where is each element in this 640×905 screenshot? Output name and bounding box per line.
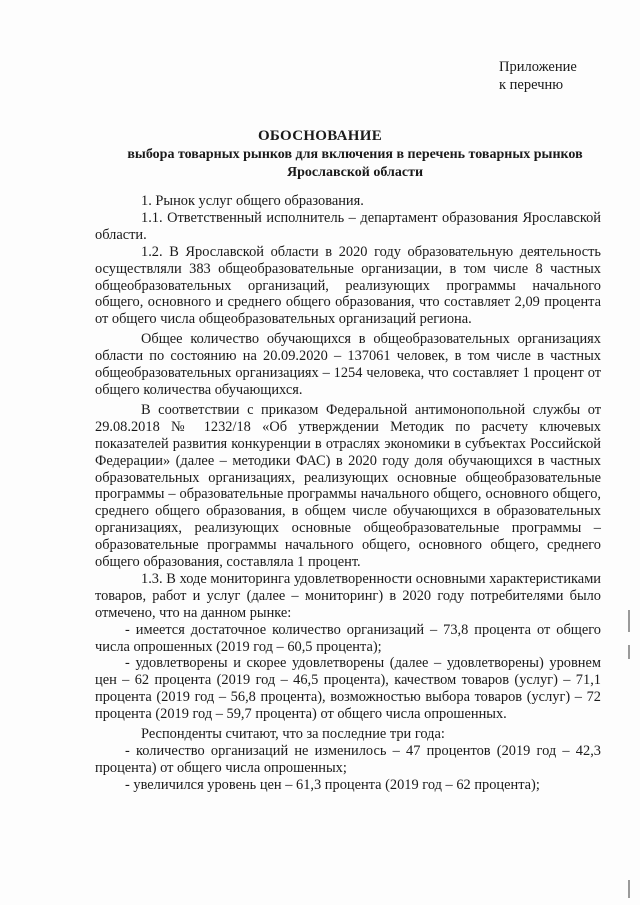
bullet-satisfaction: - удовлетворены и скорее удовлетворены (далее – удовлетворены) уровнем цен – 62 процента (2019 год – 46,5 процента), качеством товаров (услуг) – 71,1 процента (2019 год – 56,8 процента), возможностью выбора товаров (услуг) – 72 процента (2019 год – 59,7 процента) от общего числа опрошенных. bbox=[95, 655, 601, 723]
paragraph-respondents: Респонденты считают, что за последние три года: bbox=[141, 726, 445, 743]
subtitle-line-2: Ярославской области bbox=[286, 165, 424, 180]
appendix-line-1: Приложение bbox=[499, 59, 577, 75]
document-body bbox=[95, 193, 601, 794]
document-title: ОБОСНОВАНИЕ bbox=[257, 128, 383, 144]
paragraph-section-1-1: 1.1. Ответственный исполнитель – департамент образования Ярославской области. bbox=[95, 209, 601, 243]
paragraph-fas-methodology: В соответствии с приказом Федеральной антимонопольной службы от 29.08.2018 № 1232/18 «Об утверждении Методик по расчету ключевых показателей развития конкуренции в отраслях экономики в субъектах Российской Федерации» (далее – методики ФАС) в 2020 году доля обучающихся в частных образовательных организациях, реализующих основные общеобразовательные программы – образовательные программы начального общего, основного общего, среднего общего образования, в общем числе обучающихся в образовательных организациях, реализующих основные общеобразовательные программы – образовательные программы начального общего, основного общего, среднего общего образования, составляла 1 процент. bbox=[95, 401, 601, 571]
paragraph-section-1-3: 1.3. В ходе мониторинга удовлетворенности основными характеристиками товаров, работ и услуг (далее – мониторинг) в 2020 году потребителями было отмечено, что на данном рынке: bbox=[95, 570, 601, 621]
scan-edge-mark bbox=[628, 880, 630, 898]
paragraph-students-total: Общее количество обучающихся в общеобразовательных организациях области по состоянию на 20.09.2020 – 137061 человек, в том числе в частных общеобразовательных организациях – 1254 человека, что составляет 1 процент от общего количества обучающихся. bbox=[95, 331, 601, 398]
appendix-line-2: к перечню bbox=[499, 77, 564, 93]
paragraph-section-1: 1. Рынок услуг общего образования. bbox=[141, 193, 364, 209]
subtitle-line-1: выбора товарных рынков для включения в перечень товарных рынков bbox=[127, 147, 583, 162]
bullet-organizations-count: - имеется достаточное количество организаций – 73,8 процента от общего числа опрошенных (2019 год – 60,5 процента); bbox=[95, 621, 601, 655]
appendix-note bbox=[499, 58, 577, 94]
paragraph-section-1-2: 1.2. В Ярославской области в 2020 году образовательную деятельность осуществляли 383 общеобразовательные организации, в том числе 8 частных общеобразовательных организаций, реализующих программы начального общего, основного и среднего общего образования, что составляет 2,09 процента от общего числа общеобразовательных организаций региона. bbox=[95, 243, 601, 328]
bullet-organizations-unchanged: - количество организаций не изменилось – 47 процентов (2019 год – 42,3 процента) от общего числа опрошенных; bbox=[95, 743, 601, 776]
scan-edge-mark bbox=[628, 645, 630, 659]
bullet-price-increase: - увеличился уровень цен – 61,3 процента (2019 год – 62 процента); bbox=[125, 776, 540, 793]
document-subtitle bbox=[100, 146, 610, 182]
scan-edge-mark bbox=[628, 610, 630, 632]
